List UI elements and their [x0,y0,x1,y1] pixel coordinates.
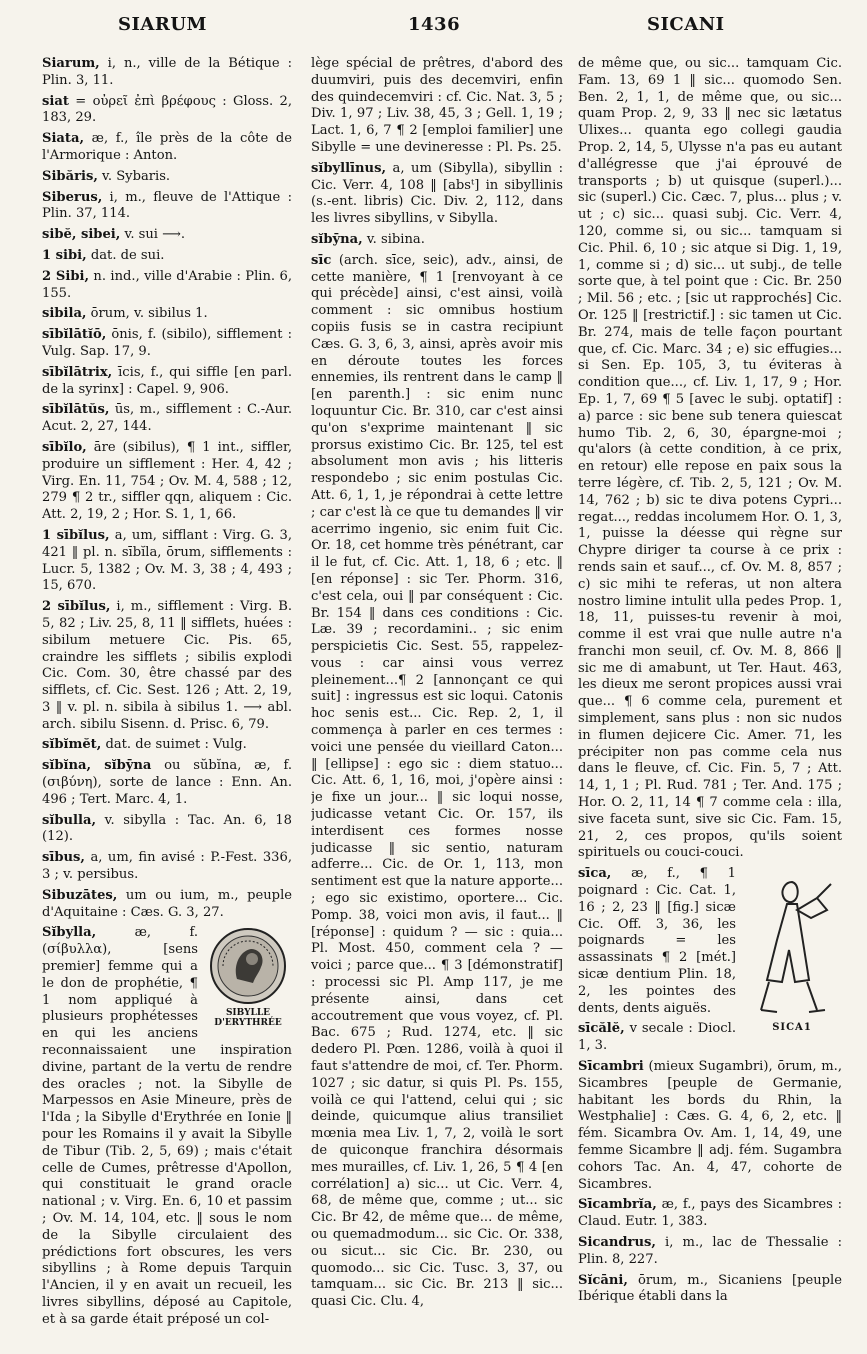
definition-text: dat. de suimet : Vulg. [101,737,247,753]
sica-figure [742,870,842,1037]
headword: Sicandrus, [578,1234,656,1250]
headword: 2 Sibi, [42,268,90,284]
definition-text: a, um, sifflant : Virg. G. 3, 421 ‖ pl. n. sībĭla, ōrum, sifflements : Lucr. 5, 1382 ; Ov. M. 3, 38 ; 4, 493 ; 15, 670. [42,527,292,594]
dictionary-entry [42,248,292,265]
dictionary-entry [42,925,292,1328]
column-1 [42,56,292,1352]
dictionary-entry [42,190,292,224]
dictionary-entry [42,131,292,165]
sibylle-coin-figure [204,927,292,1028]
headword: sĭbȳna, [311,231,363,247]
definition-text: ou sŭbĭna, æ, f. (σιβύνη), sorte de lance : Enn. An. 496 ; Tert. Marc. 4, 1. [42,758,292,807]
dictionary-entry [42,269,292,303]
definition-text: ōnis, f. (sibilo), sifflement : Vulg. Sap. 17, 9. [42,327,292,359]
page-number: 1436 [408,14,461,35]
left-running-head: SIARUM [118,14,207,35]
column-3 [578,56,842,1352]
dictionary-entry [311,232,563,249]
dictionary-entry [42,402,292,436]
headword: sībĭlātĭō, [42,327,107,343]
definition-text: i, m., lac de Thessalie : Plin. 8, 227. [578,1234,842,1267]
dictionary-entry [311,56,563,157]
headword: Siarum, [42,56,100,71]
dictionary-entry [42,850,292,884]
right-running-head: SICANI [647,14,725,35]
headword: sĭbĭna, sĭbȳna [42,758,152,774]
headword: 1 sibi, [42,247,87,263]
headword: sībĭlo, [42,439,87,455]
dictionary-entry [578,1197,842,1231]
headword: sĭbĭmĕt, [42,737,102,753]
headword: sībĭlātŭs, [42,402,110,418]
definition-text: æ, f., ¶ 1 poignard : Cic. Cat. 1, 16 ; 2, 23 ‖ [fig.] sicæ Cic. Off. 3, 36, les poignards = les assassinats ¶ 2 [mét.] sicæ dentium Plin. 18, 2, les pointes des dents, dents aiguës. [578,866,736,1016]
headword: sībus, [42,850,85,866]
dictionary-entry [578,1059,842,1193]
definition-text: v. sibina. [362,231,425,247]
headword: Siata, [42,131,85,147]
definition-text: v. sibylla : Tac. An. 6, 18 (12). [42,812,292,845]
coin-illustration [209,927,287,1005]
definition-text: (mieux Sugambri), ōrum, m., Sicambres [peuple de Germanie, habitant les bords du Rhin, la Westphalie] : Cæs. G. 4, 6, 2, etc. ‖ fém. Sicambra Ov. Am. 1, 14, 49, une femme Sicambre ‖ adj. fém. Sugambra cohors Tac. An. 4, 47, cohorte de Sicambres. [578,1059,842,1192]
headword: 1 sībĭlus, [42,527,110,543]
dictionary-entry [42,737,292,754]
dictionary-entry [42,327,292,361]
dictionary-entry [311,253,563,1311]
definition-text: īcis, f., qui siffle [en parl. de la syrinx] : Capel. 9, 906. [42,364,292,397]
definition-text: v. Sybaris. [97,168,171,184]
dictionary-entry [578,1273,842,1307]
page-header [0,0,867,40]
dictionary-entry [42,599,292,733]
headword: Sīcambrĭa, [578,1197,657,1213]
definition-text: i, m., sifflement : Virg. B. 5, 82 ; Liv. 25, 8, 11 ‖ sifflets, huées : sibilum metuere Cic. Pis. 65, craindre les sifflets ; sibilis explodi Cic. Com. 30, être chassé par des sifflets, cf. Cic. Sest. 126 ; Att. 2, 19, 3 ‖ v. pl. n. sibila à sibilus 1. ⟶ abl. arch. sibilu Sisenn. d. Prisc. 6, 79. [42,599,292,732]
dictionary-entry [578,56,842,862]
dictionary-entry [578,1235,842,1269]
headword: sibĕ, sibei, [42,227,121,243]
definition-text: um ou ium, m., peuple d'Aquitaine : Cæs. G. 3, 27. [42,887,292,920]
headword: sĭbulla, [42,812,97,828]
definition-text: a, um, fin avisé : P.-Fest. 336, 3 ; v. persibus. [42,850,292,883]
definition-text: ōrum, m., Sicaniens [peuple Ibérique établi dans la [578,1272,842,1305]
dagger-figure-illustration [747,870,837,1020]
definition-text: v secale : Diocl. 1, 3. [578,1021,736,1054]
definition-text: v. sui ⟶. [120,227,186,243]
dictionary-entry [42,758,292,808]
dictionary-entry [311,161,563,228]
headword: siat [42,93,69,109]
dictionary-entry [42,94,292,128]
definition-text: æ, f., pays des Sicambres : Claud. Eutr. 1, 383. [578,1197,842,1230]
definition-text: lège spécial de prêtres, d'abord des duumviri, puis des decemviri, enfin des quindecemviri : cf. Cic. Nat. 3, 5 ; Div. 1, 97 ; Liv. 38, 45, 3 ; Gell. 1, 19 ; Lact. 1, 6, 7 ¶ 2 [emploi familier] une Sibylle = une devineresse : Pl. Ps. 25. [311,56,563,155]
definition-text: ūs, m., sifflement : C.-Aur. Acut. 2, 27, 144. [42,402,292,435]
definition-text: i, n., ville de la Bétique : Plin. 3, 11. [42,56,292,88]
headword: sibila, [42,306,87,322]
headword: Sibuzātes, [42,887,118,903]
definition-text: a, um (Sibylla), sibyllin : Cic. Verr. 4, 108 ‖ [absᵗ] in sibyllinis (s.-ent. libris) Cic. Div. 2, 112, dans les livres sibyllins, v Sibylla. [311,160,563,227]
headword: sīca, [578,866,612,882]
headword: 2 sībĭlus, [42,599,111,615]
headword: sĭbyllīnus, [311,160,387,176]
definition-text: (arch. sīce, seic), adv., ainsi, de cette manière, ¶ 1 [renvoyant à ce qui précède] ainsi, c'est ainsi, voilà comment : sic omnibus hostium copiis fusis se in castra recipiunt Cæs. G. 3, 6, 3, ainsi, après avoir mis en déroute toutes les forces ennemies, ils rentrent dans le camp ‖ [en parenth.] : sic enim nunc loquuntur Cic. Br. 310, car c'est ainsi qu'on s'exprime maintenant ‖ sic prorsus existimo Cic. Br. 125, tel est absolument mon avis ; his litteris respondebo ; sic enim postulas Cic. Att. 6, 1, 1, je répondrai à cette lettre ; car c'est là ce que tu demandes ‖ vir acerrimo ingenio, sic enim fuit Cic. Or. 18, cet homme très pénétrant, car il le fut, cf. Cic. Att. 1, 18, 6 ; etc. ‖ [en réponse] : sic Ter. Phorm. 316, c'est cela, oui ‖ par conséquent : Cic. Br. 154 ‖ dans ces conditions : Cic. Læ. 39 ; recordamini.. ; sic enim perspicietis Cic. Sest. 55, rappelez-vous : car ainsi vous verrez pleinement...¶ 2 [annonçant ce qui suit] : ingressus est sic loqui. Catonis hoc senis est... Cic. Rep. 2, 1, il commença à parler en ces termes : voici une pensée du vieillard Caton... ‖ [ellipse] : ego sic : diem statuo... Cic. Att. 6, 1, 16, moi, j'opère ainsi : je fixe un jour... ‖ sic loqui nosse, judicasse vetant Cic. Or. 157, ils interdisent ces formes nosse judicasse ‖ sic sentio, naturam adferre... Cic. de Or. 1, 113, mon sentiment est que la nature apporte... ; ego sic existimo, oportere... Cic. Pomp. 38, voici mon avis, il faut... ‖ [réponse] : quidum ? — sic : quia... Pl. Most. 450, comment cela ? — voici ; parce que... ¶ 3 [démonstratif] : processi sic Pl. Amp 117, je me présente ainsi, dans cet accoutrement que vous voyez, cf. Pl. Bac. 675 ; Rud. 1274, etc. ‖ sic dedero Pl. Pœn. 1286, voilà à quoi il faut s'attendre de moi, cf. Ter. Phorm. 1027 ; sic datur, si quis Pl. Ps. 155, voilà ce qui l'attend, celui qui ; sic deinde, quicumque alius transiliet mœnia mea Liv. 1, 7, 2, voilà le sort de quiconque franchira désormais mes murailles, cf. Liv. 1, 26, 5 ¶ 4 [en corrélation] a) sic... ut Cic. Verr. 4, 68, de même que, comme ; ut... sic Cic. Br 42, de même que... de même, ou quemadmodum... sic Cic. Or. 338, ou sicut... sic Cic. Br. 230, ou quomodo... sic Cic. Tusc. 3, 37, ou tamquam... sic Cic. Br. 213 ‖ sic... quasi Cic. Clu. 4, [311,252,563,1310]
dictionary-entry [42,306,292,323]
definition-text: āre (sibilus), ¶ 1 int., siffler, produire un sifflement : Her. 4, 42 ; Virg. En. 11, 754 ; Ov. M. 4, 588 ; 12, 279 ¶ 2 tr., siffler qqn, aliquem : Cic. Att. 2, 19, 2 ; Hor. S. 1, 1, 66. [42,439,292,523]
dictionary-entry [42,56,292,90]
headword: Sĭcāni, [578,1272,628,1288]
headword: sībĭlātrix, [42,364,113,380]
sibylle-caption: SIBYLLE D'ERYTHRÉE [214,1008,282,1029]
dictionary-entry [42,888,292,922]
definition-text: æ, f., île près de la côte de l'Armorique : Anton. [42,131,292,163]
definition-text: de même que, ou sic... tamquam Cic. Fam. 13, 69 1 ‖ sic... quomodo Sen. Ben. 2, 1, 1, de même que, ou sic... quam Prop. 2, 9, 33 ‖ nec sic lætatus Ulixes... quanta ego collegi gaudia Prop. 2, 14, 5, Ulysse n'a pas eu autant d'allégresse que j'ai éprouvé de transports ; b) ut quisque (superl.)... sic (superl.) Cic. Cæc. 7, plus... plus ; v. ut ; c) sic... quasi subj. Cic. Verr. 4, 120, comme si, ou sic... tamquam si Cic. Phil. 6, 10 ; sic atque si Dig. 1, 19, 1, comme si ; d) sic... ut subj., de telle sorte que, à tel point que : Cic. Br. 250 ; Mil. 56 ; etc. ; [sic ut rapprochés] Cic. Or. 125 ‖ [restrictif.] : sic tamen ut Cic. Br. 274, mais de telle façon pourtant que, cf. Cic. Marc. 34 ; e) sic effugies... si Sen. Ep. 105, 3, tu éviteras à condition que..., cf. Liv. 1, 17, 9 ; Hor. Ep. 1, 7, 69 ¶ 5 [avec le subj. optatif] : a) parce : sic bene sub tenera quiescat humo Tib. 2, 6, 30, épargne-moi ; qu'alors (à cette condition, à ce prix, en retour) elle repose en paix sous la terre légère, cf. Tib. 2, 5, 121 ; Ov. M. 14, 762 ; b) sic te diva potens Cypri... regat..., reddas incolumem Hor. O. 1, 3, 1, puisse la déesse qui règne sur Chypre diriger ta course à ce prix : rends sain et sauf..., cf. Ov. M. 8, 857 ; c) sic mihi te referas, ut non altera nostro limine intulit ulla pedes Prop. 1, 18, 11, puisses-tu revenir à moi, comme il est vrai que nulle autre n'a franchi mon seuil, cf. Ov. M. 8, 866 ‖ sic me di amabunt, ut Ter. Haut. 463, les dieux me seront propices aussi vrai que... ¶ 6 comme cela, purement et simplement, sans plus : non sic nudos in flumen dejicere Cic. Amer. 71, les précipiter non pas comme cela nus dans le fleuve, cf. Cic. Fin. 5, 7 ; Att. 14, 1, 1 ; Pl. Rud. 781 ; Ter. And. 175 ; Hor. O. 2, 11, 14 ¶ 7 comme cela : illa, sive faceta sunt, sive sic Cic. Fam. 15, 21, 2, ces propos, qu'ils soient spirituels ou couci-couci. [578,56,842,861]
headword: Siberus, [42,189,103,205]
sica-caption: SICA1 [772,1022,812,1034]
dictionary-entry [42,813,292,847]
dictionary-entry [42,440,292,524]
dictionary-entry [42,227,292,244]
headword: sīc [311,252,332,268]
headword: sīcălĕ, [578,1021,625,1037]
headword: Sibăris, [42,168,98,184]
definition-text: ōrum, v. sibilus 1. [86,306,208,322]
headword: Sĭbylla, [42,925,97,941]
definition-text: dat. de sui. [86,247,165,263]
dictionary-entry [42,528,292,595]
headword: Sīcambri [578,1059,644,1075]
column-2 [311,56,563,1352]
definition-text: æ, f. (σίβυλλα), [sens premier] femme qui a le don de prophétie, ¶ 1 nom appliqué à plusieurs prophétesses en qui les anciens reconnaissaient une inspiration divine, partant de la vertu de rendre des oracles ; not. la Sibylle de Marpessos en Asie Mineure, près de l'Ida ; la Sibylle d'Erythrée en Ionie ‖ pour les Romains il y avait la Sibylle de Tibur (Tib. 2, 5, 69) ; mais c'était celle de Cumes, prêtresse d'Apollon, qui constituait le grand oracle national ; v. Virg. En. 6, 10 et passim ; Ov. M. 14, 104, etc. ‖ sous le nom de la Sibylle circulaient des prédictions fort obscures, les vers sibyllins ; à Rome depuis Tarquin l'Ancien, il y en avait un recueil, les livres sibyllins, déposé au Capitole, et à sa garde était préposé un col- [42,925,292,1327]
dictionary-entry [42,365,292,399]
dictionary-entry [42,169,292,186]
definition-text: = οὐρεῖ ἐπὶ βρέφους : Gloss. 2, 183, 29. [42,93,292,126]
definition-text: i, m., fleuve de l'Attique : Plin. 37, 114. [42,189,292,222]
definition-text: n. ind., ville d'Arabie : Plin. 6, 155. [42,268,292,301]
